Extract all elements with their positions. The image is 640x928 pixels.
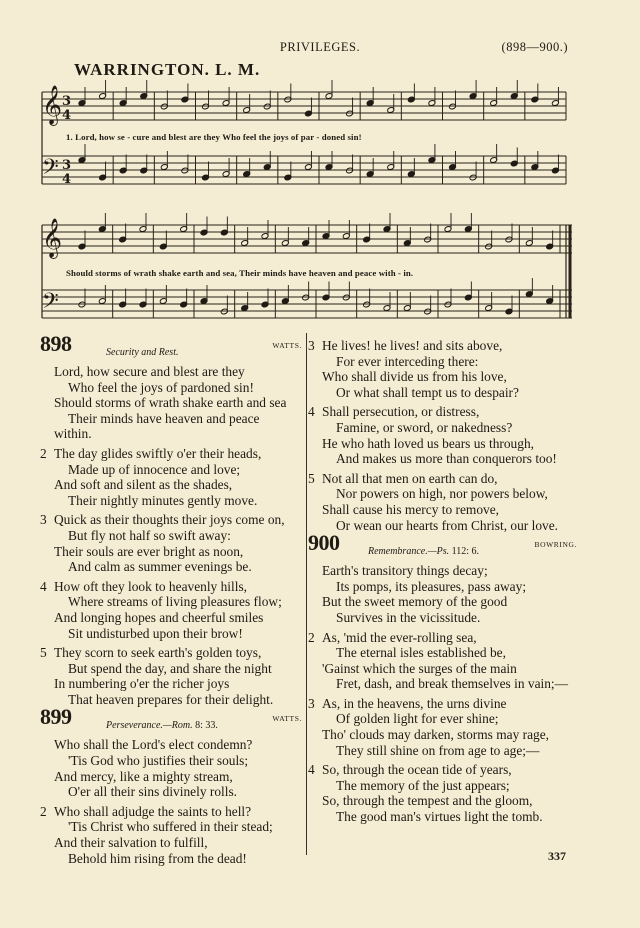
- verse-line: 5 They scorn to seek earth's golden toys,: [40, 645, 262, 661]
- verse-line: 3 As, in the heavens, the urns divine: [308, 695, 507, 711]
- verse-line: Behold him rising from the dead!: [68, 850, 247, 866]
- time-signature: 4: [62, 108, 72, 123]
- time-signature: 3: [62, 94, 72, 109]
- hymn-900: [308, 530, 583, 825]
- right-column: [308, 338, 583, 829]
- stanza-number: 3: [40, 512, 47, 528]
- verse-line: 2 As, 'mid the ever-rolling sea,: [308, 629, 477, 645]
- stanza: [40, 446, 308, 508]
- bass-clef: 𝄢: [42, 289, 59, 319]
- verse-line: Their minds have heaven and peace: [68, 410, 260, 426]
- stanza: [40, 645, 308, 707]
- hymn-number: 900: [308, 530, 340, 556]
- verse-line: And mercy, like a mighty stream,: [54, 768, 233, 784]
- verse-line: The good man's virtues light the tomb.: [336, 809, 543, 825]
- verse-line: Who shall the Lord's elect condemn?: [54, 737, 253, 753]
- verse-line: 4 Shall persecution, or distress,: [308, 404, 480, 420]
- bass-clef: 𝄢: [42, 155, 59, 185]
- verse-line: But the sweet memory of the good: [322, 594, 508, 610]
- stanza: [308, 762, 583, 824]
- verse-line: Nor powers on high, nor powers below,: [336, 486, 548, 502]
- verse-line: But fly not half so swift away:: [68, 527, 231, 543]
- verse-line: 'Gainst which the surges of the main: [322, 660, 517, 676]
- tune-name: WARRINGTON. L. M.: [74, 60, 261, 79]
- verse-line: 2 Who shall adjudge the saints to hell?: [40, 803, 252, 819]
- verse-line: The memory of the just appears;: [336, 777, 510, 793]
- hymn-899: [40, 704, 308, 866]
- verse-line: within.: [54, 426, 92, 442]
- left-column: [40, 331, 308, 870]
- verse-line: Shall cause his mercy to remove,: [322, 501, 500, 517]
- verse-line: He who hath loved us bears us through,: [322, 435, 534, 451]
- verse-line: Of golden light for ever shine;: [336, 711, 499, 727]
- verse-line: Where streams of living pleasures flow;: [68, 594, 282, 610]
- verse-line: Earth's transitory things decay;: [322, 563, 488, 579]
- hymn-range: (898—900.): [501, 40, 568, 54]
- verse-line: And makes us more than conquerors too!: [336, 451, 557, 467]
- lyric-line-2: Should storms of wrath shake earth and sea, Their minds have heaven and peace with - in.: [66, 268, 414, 278]
- stanza: [308, 338, 583, 400]
- verse-line: That heaven prepares for their delight.: [68, 691, 274, 707]
- hymn-author: WATTS.: [272, 341, 302, 350]
- verse-line: 5 Not all that men on earth can do,: [308, 470, 498, 486]
- running-header: PRIVILEGES.: [279, 40, 361, 54]
- verse-line: Survives in the vicissitude.: [336, 609, 481, 625]
- verse-line: Sit undisturbed upon their brow!: [68, 625, 243, 641]
- hymn-title: Remembrance.—Ps. 112: 6.: [368, 546, 480, 558]
- stanza-number: 2: [40, 803, 47, 819]
- verse-line: The eternal isles established be,: [336, 645, 506, 661]
- hymn-title: Security and Rest.: [106, 347, 179, 358]
- hymn-number: 899: [40, 704, 72, 730]
- verse-line: In numbering o'er the richer joys: [54, 676, 230, 692]
- stanza-number: 3: [308, 338, 315, 353]
- verse-line: 4 How oft they look to heavenly hills,: [40, 578, 248, 594]
- stanza-number: 2: [308, 629, 315, 645]
- verse-line: Fret, dash, and break themselves in vain;—: [336, 676, 569, 692]
- verse-line: So, through the tempest and the gloom,: [322, 793, 533, 809]
- verse-line: Should storms of wrath shake earth and sea: [54, 395, 287, 411]
- stanza: [308, 696, 583, 758]
- stanza-number: 5: [40, 645, 47, 661]
- verse-line: Their nightly minutes gently move.: [68, 492, 258, 508]
- verse-line: 3 Quick as their thoughts their joys come on,: [40, 512, 285, 528]
- verse-line: For ever interceding there:: [336, 353, 479, 369]
- treble-clef: 𝄞: [42, 218, 63, 258]
- hymn-number: 898: [40, 331, 72, 356]
- verse-line: And longing hopes and cheerful smiles: [54, 609, 264, 625]
- stanza-number: 4: [40, 578, 47, 594]
- stanza: [308, 630, 583, 692]
- verse-line: Lord, how secure and blest are they: [54, 364, 245, 379]
- stanza: [308, 471, 583, 533]
- verse-line: Famine, or sword, or nakedness?: [336, 419, 513, 435]
- stanza: [308, 404, 583, 466]
- verse-line: O'er all their sins divinely rolls.: [68, 784, 238, 800]
- verse-line: Who feel the joys of pardoned sin!: [68, 379, 254, 395]
- verse-line: Or what shall tempt us to despair?: [336, 384, 519, 400]
- verse-line: They still shine on from age to age;—: [336, 742, 540, 758]
- stanza-number: 4: [308, 762, 315, 778]
- time-signature: 3: [62, 158, 72, 173]
- stanza: [308, 563, 583, 625]
- page-number: 337: [548, 849, 566, 863]
- verse-line: Tho' clouds may darken, storms may rage,: [322, 727, 550, 743]
- treble-clef: 𝄞: [42, 85, 63, 125]
- verse-line: Its pomps, its pleasures, pass away;: [336, 578, 527, 594]
- stanza: [40, 737, 308, 799]
- stanza-number: 5: [308, 470, 315, 486]
- verse-line: 'Tis Christ who suffered in their stead;: [68, 819, 273, 835]
- hymn-author: BOWRING.: [534, 540, 577, 550]
- verse-line: 2 The day glides swiftly o'er their heads,: [40, 445, 262, 461]
- verse-line: But spend the day, and share the night: [68, 660, 272, 676]
- time-signature: 4: [62, 172, 72, 187]
- lyric-line-1: 1. Lord, how se - cure and blest are they Who feel the joys of par - doned sin!: [66, 132, 362, 142]
- music-score: [0, 0, 640, 330]
- verse-line: And calm as summer evenings be.: [68, 559, 252, 575]
- verse-line: And soft and silent as the shades,: [54, 477, 233, 493]
- stanza: [40, 512, 308, 574]
- verse-line: Made up of innocence and love;: [68, 461, 241, 477]
- verse-line: 3 He lives! he lives! and sits above,: [308, 338, 503, 353]
- stanza-number: 2: [40, 445, 47, 461]
- verse-line: Who shall divide us from his love,: [322, 369, 507, 385]
- hymn-title: Perseverance.—Rom. 8: 33.: [106, 720, 218, 732]
- stanza-number: 4: [308, 404, 315, 420]
- hymn-author: WATTS.: [272, 714, 302, 724]
- verse-line: 4 So, through the ocean tide of years,: [308, 762, 512, 778]
- stanza: [40, 804, 308, 866]
- verse-line: Or wean our hearts from Christ, our love.: [336, 517, 559, 533]
- stanza: [40, 364, 308, 442]
- verse-line: Their souls are ever bright as noon,: [54, 543, 244, 559]
- verse-line: 'Tis God who justifies their souls;: [68, 753, 249, 769]
- verse-line: And their salvation to fulfill,: [54, 835, 208, 851]
- stanza-number: 3: [308, 695, 315, 711]
- hymn-898: [40, 331, 308, 707]
- stanza: [40, 579, 308, 641]
